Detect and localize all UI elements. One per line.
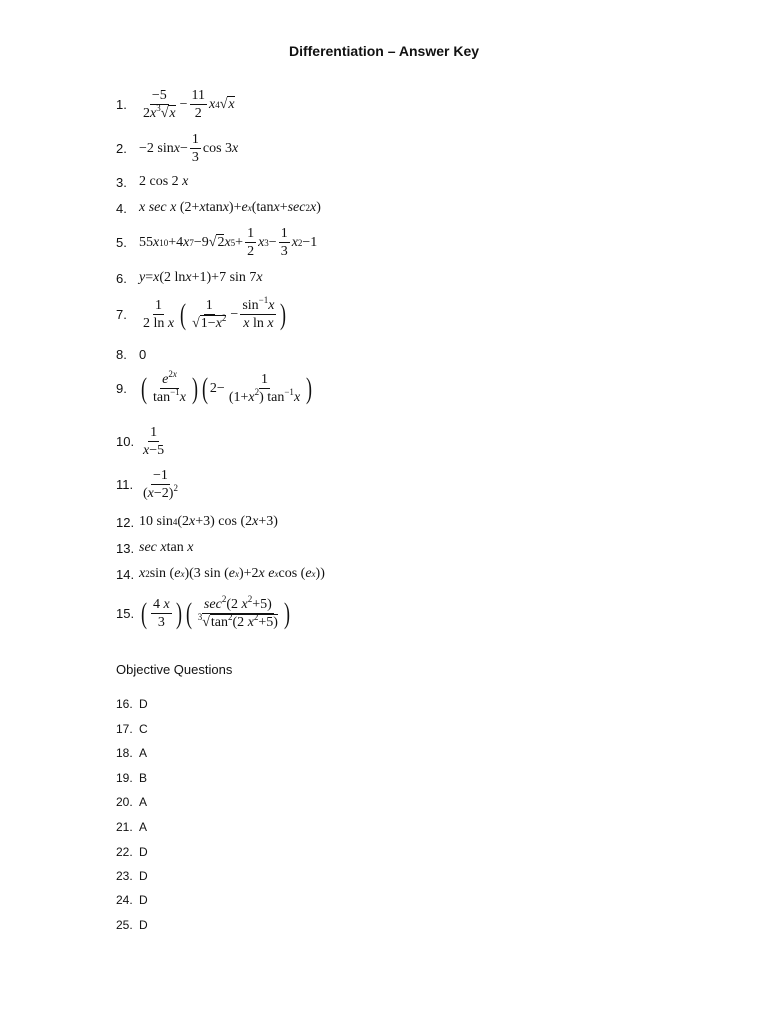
answer-expression: $\frac{1}{\text{2 ln x}}$ ( $\frac{1}{√1-x^2}$ − $\frac{\sin^{-1}x}{\text{x ln x}}$ )	[143, 295, 287, 331]
answer-number: 6.	[116, 270, 127, 286]
answer-13	[116, 540, 193, 556]
answer-number: 14.	[116, 566, 135, 582]
answer-5	[116, 226, 317, 259]
answer-number: 3.	[116, 174, 127, 190]
answer-6	[116, 270, 263, 286]
answer-9	[116, 369, 314, 405]
answer-expression: ( $\frac{e^{2x}}{\tan^{-1}x}$ ) ( 2− $\frac{1}{(1+x^2) \tan^{-1}x}$ )	[141, 369, 313, 405]
answer-8	[116, 347, 146, 362]
answer-expression: ( $\frac{4 x}{3}$ ) ( $\frac{\sec^2(2 x^2+5)}{^3√\tan^2(2 x^2+5)}$ )	[141, 594, 290, 630]
answer-14	[116, 566, 325, 582]
answer-expression: 10 sin 4 (2 x +3) cos (2 x +3)	[139, 514, 278, 529]
objective-answer-18: 18. A	[116, 746, 148, 760]
answer-expression: 2 cos 2 x	[139, 174, 189, 189]
answer-number: 8.	[116, 347, 127, 362]
answer-expression: $\frac{-5}{2x^3√x}$ − $\frac{11}{2}$ x 4 √ x	[143, 88, 235, 121]
answer-3	[116, 174, 188, 190]
answer-expression: x 2 sin ( e x )(3 sin ( e x )+2 x e x cos ( e x ))	[139, 566, 325, 581]
answer-number: 4.	[116, 200, 127, 216]
answer-expression: −2 sin x − $\frac{1}{3}$ cos 3 x	[139, 132, 239, 165]
answer-number: 12.	[116, 514, 135, 530]
objective-answer-20: 20. A	[116, 795, 148, 809]
answer-4	[116, 200, 321, 216]
objective-answer-24: 24. D	[116, 893, 148, 907]
answer-number: 15.	[116, 606, 135, 621]
answer-11	[116, 468, 182, 501]
answer-expression: 0	[139, 347, 147, 362]
answer-expression: $\frac{1}{x-5}$	[143, 425, 165, 458]
answer-15	[116, 594, 292, 630]
objective-heading: Objective Questions	[116, 662, 233, 677]
answer-number: 1.	[116, 97, 127, 112]
answer-2	[116, 132, 238, 165]
answer-expression: y = x (2 ln x +1)+7 sin 7 x	[139, 270, 263, 285]
answer-number: 2.	[116, 141, 127, 156]
objective-answer-25: 25. D	[116, 918, 148, 932]
answer-10	[116, 425, 168, 458]
page-title: Differentiation – Answer Key	[288, 43, 480, 59]
objective-answer-23: 23. D	[116, 869, 148, 883]
answer-number: 11.	[116, 477, 134, 492]
objective-answer-21: 21. A	[116, 820, 148, 834]
answer-expression: $\frac{-1}{(x-2)^2}$	[143, 468, 178, 501]
answer-number: 9.	[116, 381, 127, 396]
answer-number: 5.	[116, 235, 127, 250]
objective-answer-22: 22. D	[116, 845, 148, 859]
answer-number: 13.	[116, 540, 135, 556]
answer-expression: x sec x (2+ x tan x )+ e x (tan x + sec 2 x )	[139, 200, 321, 215]
answer-expression: sec x tan x	[139, 540, 194, 555]
objective-answer-17: 17. C	[116, 722, 148, 736]
objective-answer-16: 16. D	[116, 697, 148, 711]
answer-7	[116, 295, 288, 331]
answer-number: 7.	[116, 307, 127, 322]
answer-expression: 55 x 10 +4 x 7 −9√ 2 x 5 + $\frac{1}{2}$ x 3 − $\frac{1}{3}$ x 2 −1	[139, 226, 318, 259]
answer-12	[116, 514, 278, 530]
answer-number: 10.	[116, 434, 135, 449]
objective-answer-19: 19. B	[116, 771, 148, 785]
answer-1	[116, 88, 235, 121]
